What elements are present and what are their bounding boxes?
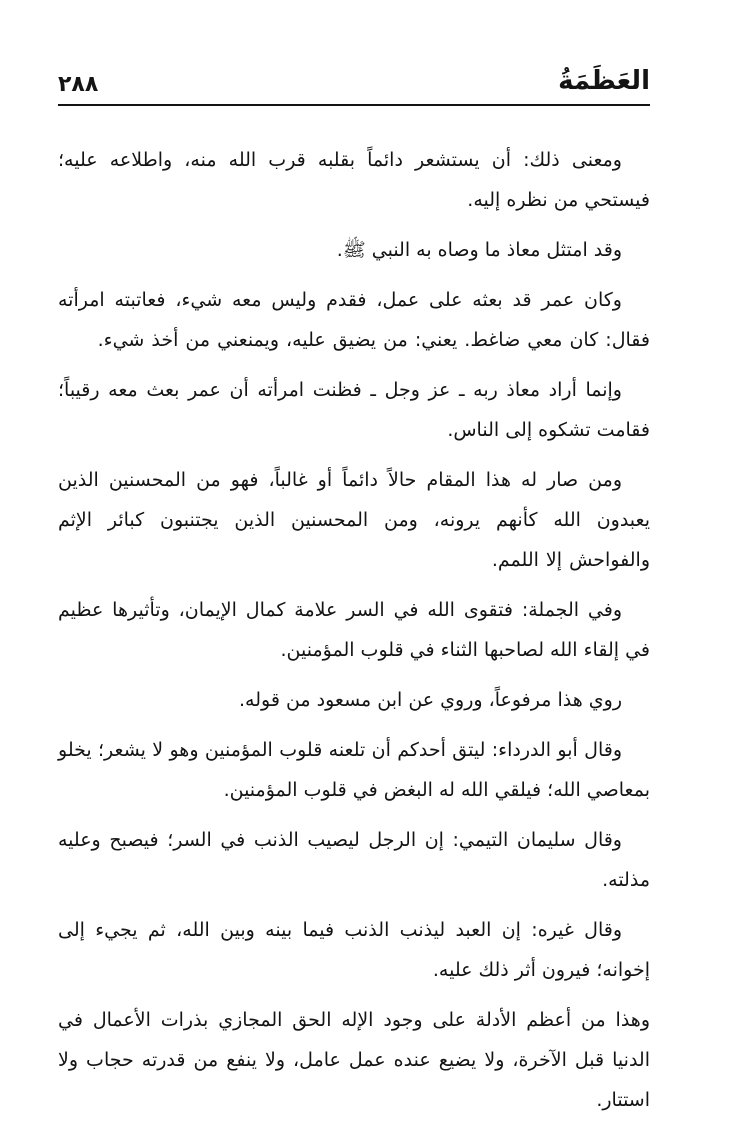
header-divider: [58, 104, 650, 106]
paragraph: وفي الجملة: فتقوى الله في السر علامة كمال الإيمان، وتأثيرها عظيم في إلقاء الله لصاحبها الثناء في قلوب المؤمنين.: [58, 599, 650, 661]
paragraph: وإنما أراد معاذ ربه ـ عز وجل ـ فظنت امرأته أن عمر بعث معه رقيباً؛ فقامت تشكوه إلى الناس.: [58, 379, 650, 441]
paragraph: وقال سليمان التيمي: إن الرجل ليصيب الذنب في السر؛ فيصبح وعليه مذلته.: [58, 829, 650, 891]
paragraph: وقال أبو الدرداء: ليتق أحدكم أن تلعنه قلوب المؤمنين وهو لا يشعر؛ يخلو بمعاصي الله؛ فيلقي الله له البغض في قلوب المؤمنين.: [58, 739, 650, 801]
paragraph: وقال غيره: إن العبد ليذنب الذنب فيما بينه وبين الله، ثم يجيء إلى إخوانه؛ فيرون أثر ذلك عليه.: [58, 919, 650, 981]
page-header: [58, 66, 650, 106]
paragraph: ومن صار له هذا المقام حالاً دائماً أو غالباً، فهو من المحسنين الذين يعبدون الله كأنهم يرونه، ومن المحسنين الذين يجتنبون كبائر الإثم والفواحش إلا اللمم.: [58, 469, 650, 571]
page-number: ٢٨٨: [58, 72, 99, 97]
body-text: [58, 140, 650, 1130]
running-title: العَظَمَةُ: [558, 66, 650, 96]
paragraph: روي هذا مرفوعاً، وروي عن ابن مسعود من قوله.: [239, 689, 622, 711]
paragraph: وهذا من أعظم الأدلة على وجود الإله الحق المجازي بذرات الأعمال في الدنيا قبل الآخرة، ولا يضيع عنده عمل عامل، ولا ينفع من قدرته حجاب ولا استتار.: [58, 1009, 650, 1111]
paragraph: وكان عمر قد بعثه على عمل، فقدم وليس معه شيء، فعاتبته امرأته فقال: كان معي ضاغط. يعني: من يضيق عليه، ويمنعني من أخذ شيء.: [58, 289, 650, 351]
paragraph: وقد امتثل معاذ ما وصاه به النبي ﷺ.: [336, 239, 622, 261]
paragraph: ومعنى ذلك: أن يستشعر دائماً بقلبه قرب الله منه، واطلاعه عليه؛ فيستحي من نظره إليه.: [58, 149, 650, 211]
